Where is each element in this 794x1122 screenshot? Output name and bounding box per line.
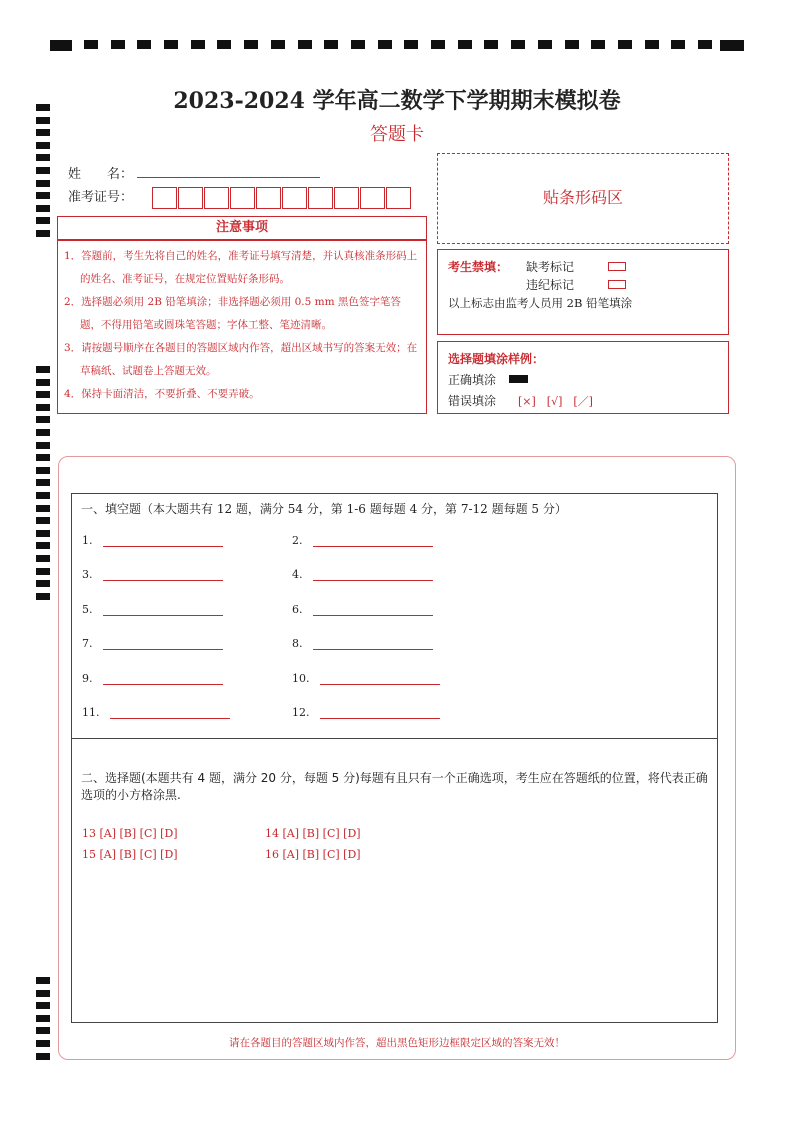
timing-mark (36, 492, 50, 499)
timing-mark (458, 40, 472, 49)
absent-label: 缺考标记 (526, 260, 575, 274)
notice-item: 2．选择题必须用 2B 铅笔填涂；非选择题必须用 0.5 mm 黑色签字笔答题，不得用铅笔或圆珠笔答题；字体工整、笔迹清晰。 (64, 296, 401, 331)
choice-row-13[interactable]: 13 [A] [B] [C] [D] (82, 827, 178, 840)
answer-blank[interactable] (103, 534, 223, 547)
timing-mark (36, 416, 50, 423)
violation-mark-box[interactable] (608, 280, 626, 289)
timing-mark (298, 40, 312, 49)
notice-item: 3．请按题号顺序在各题目的答题区域内作答，超出区域书写的答案无效；在草稿纸、试题卷上答题无效。 (64, 342, 418, 377)
timing-mark (36, 977, 50, 984)
timing-mark (36, 1002, 50, 1009)
timing-mark (511, 40, 525, 49)
answer-blank[interactable] (313, 603, 433, 616)
choice-row-14[interactable]: 14 [A] [B] [C] [D] (265, 827, 361, 840)
timing-mark (618, 40, 632, 49)
answer-blank[interactable] (103, 637, 223, 650)
blank-question: 1. (82, 534, 223, 547)
timing-mark (538, 40, 552, 49)
timing-mark (137, 40, 151, 49)
absent-mark-box[interactable] (608, 262, 626, 271)
timing-mark (36, 180, 50, 187)
correct-fill-swatch (509, 375, 528, 383)
answer-blank[interactable] (110, 706, 230, 719)
timing-mark (591, 40, 605, 49)
timing-mark (36, 192, 50, 199)
timing-mark (36, 366, 50, 373)
timing-mark (404, 40, 418, 49)
timing-mark (431, 40, 445, 49)
section1-heading: 一、填空题（本大题共有 12 题，满分 54 分，第 1-6 题每题 4 分，第 7-12 题每题 5 分） (81, 502, 567, 516)
section-divider (71, 738, 718, 739)
blank-question: 6. (292, 603, 433, 616)
barcode-area: 贴条形码区 (437, 153, 729, 244)
section2-heading: 二、选择题(本题共有 4 题，满分 20 分，每题 5 分)每题有且只有一个正确选项，考生应在答题纸的位置，将代表正确选项的小方格涂黑. (81, 771, 708, 802)
answer-blank[interactable] (103, 603, 223, 616)
timing-mark (36, 467, 50, 474)
timing-mark (36, 517, 50, 524)
wrong-fill-label: 错误填涂 (448, 394, 497, 408)
timing-mark (50, 40, 72, 51)
timing-mark (36, 505, 50, 512)
blank-question: 3. (82, 568, 223, 581)
name-label: 姓 名： (68, 167, 134, 182)
blank-question: 10. (292, 672, 440, 685)
footer-warning: 请在各题目的答题区域内作答，超出黑色矩形边框限定区域的答案无效！ (229, 1037, 565, 1049)
wrong-fill-marks: [×] [√] [／] (518, 395, 593, 408)
timing-mark (484, 40, 498, 49)
proctor-note: 以上标志由监考人员用 2B 铅笔填涂 (448, 296, 633, 310)
fill-example-label: 选择题填涂样例： (448, 352, 545, 366)
timing-mark (324, 40, 338, 49)
blank-question: 8. (292, 637, 433, 650)
timing-mark (565, 40, 579, 49)
timing-mark (271, 40, 285, 49)
timing-mark (191, 40, 205, 49)
timing-mark (671, 40, 685, 49)
timing-mark (36, 217, 50, 224)
notice-item: 1．答题前，考生先将自己的姓名，准考证号填写清楚，并认真核准条形码上的姓名、准考证号，在规定位置贴好条形码。 (64, 250, 418, 285)
timing-mark (36, 442, 50, 449)
timing-mark (36, 391, 50, 398)
timing-mark (164, 40, 178, 49)
timing-mark (36, 593, 50, 600)
timing-mark (378, 40, 392, 49)
timing-mark (36, 205, 50, 212)
fill-example-box (437, 341, 729, 414)
answer-blank[interactable] (313, 568, 433, 581)
timing-mark (351, 40, 365, 49)
timing-mark (36, 479, 50, 486)
timing-mark (645, 40, 659, 49)
blank-question: 11. (82, 706, 230, 719)
choice-row-16[interactable]: 16 [A] [B] [C] [D] (265, 848, 361, 861)
timing-mark (36, 555, 50, 562)
timing-mark (36, 1027, 50, 1034)
notice-list (57, 240, 427, 414)
answer-blank[interactable] (103, 568, 223, 581)
timing-mark (217, 40, 231, 49)
exam-id-cells[interactable] (152, 187, 412, 209)
timing-mark (36, 530, 50, 537)
blank-question: 4. (292, 568, 433, 581)
page-title: 2023-2024 学年高二数学下学期期末模拟卷 (173, 88, 621, 114)
blank-question: 7. (82, 637, 223, 650)
answer-blank[interactable] (313, 534, 433, 547)
timing-mark (36, 542, 50, 549)
timing-mark (244, 40, 258, 49)
timing-mark (36, 1015, 50, 1022)
answer-blank[interactable] (103, 672, 223, 685)
timing-mark (36, 167, 50, 174)
timing-mark (36, 1053, 50, 1060)
notice-item: 4．保持卡面清洁，不要折叠、不要弄破。 (64, 388, 260, 400)
blank-question: 2. (292, 534, 433, 547)
blank-question: 9. (82, 672, 223, 685)
violation-label: 违纪标记 (526, 278, 575, 292)
blank-question: 5. (82, 603, 223, 616)
answer-blank[interactable] (320, 672, 440, 685)
timing-mark (84, 40, 98, 49)
choice-row-15[interactable]: 15 [A] [B] [C] [D] (82, 848, 178, 861)
correct-fill-label: 正确填涂 (448, 373, 497, 387)
answer-blank[interactable] (320, 706, 440, 719)
timing-mark (36, 580, 50, 587)
timing-mark (36, 379, 50, 386)
timing-mark (36, 154, 50, 161)
answer-blank[interactable] (313, 637, 433, 650)
timing-mark (720, 40, 744, 51)
timing-mark (36, 568, 50, 575)
timing-mark (36, 990, 50, 997)
timing-mark (36, 404, 50, 411)
timing-mark (36, 230, 50, 237)
proctor-label: 考生禁填： (448, 260, 509, 274)
answer-card-label: 答题卡 (370, 124, 424, 145)
name-field[interactable] (137, 177, 320, 178)
exam-id-label: 准考证号： (68, 190, 134, 205)
timing-mark (111, 40, 125, 49)
blank-question: 12. (292, 706, 440, 719)
timing-mark (36, 454, 50, 461)
proctor-box (437, 249, 729, 335)
timing-mark (36, 429, 50, 436)
notice-heading: 注意事项 (57, 216, 427, 240)
timing-mark (698, 40, 712, 49)
